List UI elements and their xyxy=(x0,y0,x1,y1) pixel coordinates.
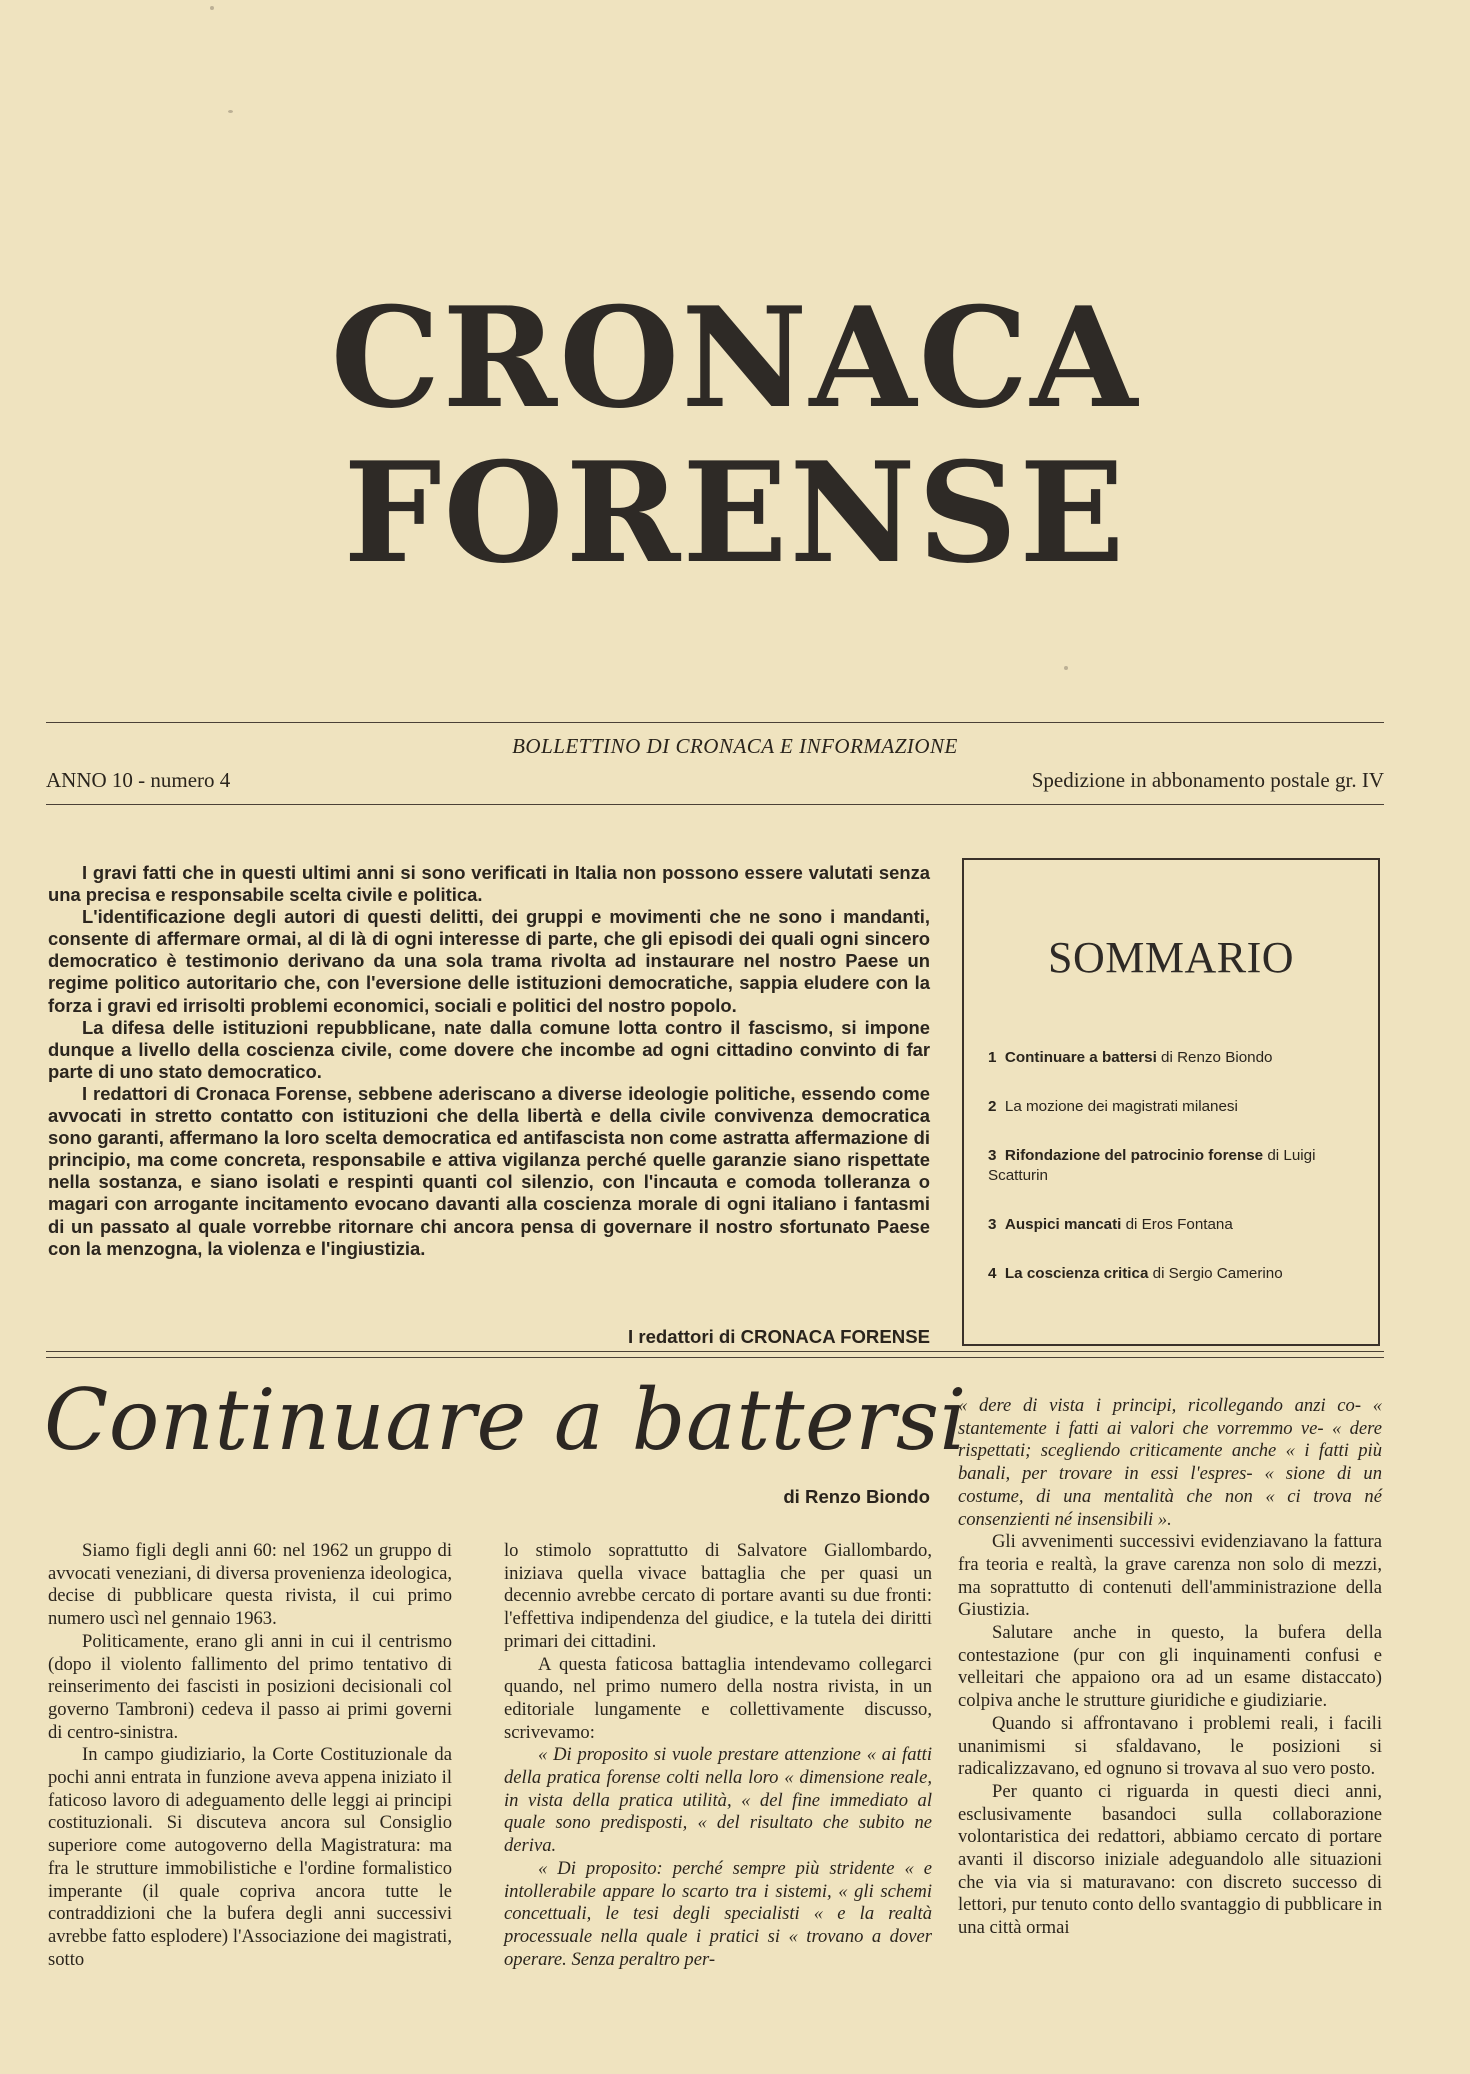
intro-paragraph: I gravi fatti che in questi ultimi anni si sono verificati in Italia non possono essere valutati senza una precisa e responsabile scelta civile e politica. xyxy=(48,862,930,906)
article-quote: « dere di vista i principi, ricollegando anzi co- « stantemente i fatti ai valori che vorremmo ve- « dere rispettati; scegliendo criticamente anche « i fatti più banali, per trovare in essi l'espres- « sione di un costume, di una mentalità che non « ci trova né consenzienti né insensibili ». xyxy=(958,1395,1382,1530)
section-rule-top xyxy=(46,1351,1384,1352)
table-of-contents xyxy=(962,858,1380,1346)
masthead-line-1: CRONACA xyxy=(330,276,1140,439)
subtitle: BOLLETTINO DI CRONACA E INFORMAZIONE xyxy=(512,734,958,758)
section-rule-bottom xyxy=(46,1357,1384,1358)
postal-note: Spedizione in abbonamento postale gr. IV xyxy=(1031,768,1384,792)
article-paragraph: Gli avvenimenti successivi evidenziavano la fattura fra teoria e realtà, la grave carenza non solo di mezzi, ma soprattutto di contenuti dell'amministrazione della Giustizia. xyxy=(958,1531,1382,1621)
toc-item-title: Continuare a battersi xyxy=(1004,1049,1157,1066)
article-paragraph: Quando si affrontavano i problemi reali, i facili unanimismi si sfaldavano, le posizioni si radicalizzavano, ed ognuno si trovava al suo vero posto. xyxy=(958,1712,1382,1780)
article-paragraph: Siamo figli degli anni 60: nel 1962 un gruppo di avvocati veneziani, di diversa provenienza ideologica, decise di pubblicare questa rivista, il cui primo numero uscì nel gennaio 1963. xyxy=(48,1540,452,1630)
article-paragraph: Politicamente, erano gli anni in cui il centrismo (dopo il violento fallimento del primo tentativo di reinserimento dei fascisti in posizioni decisionali col governo Tambroni) cedeva il passo ai primi governi di centro-sinistra. xyxy=(48,1630,452,1743)
masthead xyxy=(0,276,1470,594)
toc-item-author: di Eros Fontana xyxy=(1121,1216,1233,1233)
toc-heading: SOMMARIO xyxy=(1047,933,1295,982)
header-rule-bottom xyxy=(46,804,1384,805)
toc-item[interactable]: 4 La coscienza critica di Sergio Camerino xyxy=(988,1265,1283,1282)
intro-paragraph: L'identificazione degli autori di questi delitti, dei gruppi e movimenti che ne sono i mandanti, consente di affermare ormai, al di là di ogni interesse di parte, che gli episodi dei quali ogni sincero democratico è testimonio derivano da una sola trama rivolta ad instaurare nel nostro Paese un regime politico autoritario che, con l'eversione delle istituzioni democratiche, sappia eludere con la forza i gravi ed irrisolti problemi economici, sociali e politici del nostro popolo. xyxy=(48,906,930,1016)
toc-item-title: La coscienza critica xyxy=(1004,1265,1149,1282)
toc-item-title: La mozione dei magistrati milanesi xyxy=(1004,1098,1238,1115)
toc-item-author: di Luigi Scatturin xyxy=(988,1147,1316,1184)
intro-paragraph: I redattori di Cronaca Forense, sebbene aderiscano a diverse ideologie politiche, essendo come avvocati in stretto contatto con istituzioni che della libertà e della civile convivenza democratica sono garanti, affermano la loro scelta democratica ed antifascista non come astratta affermazione di principio, ma come concreta, responsabile e attiva vigilanza perché quelle garanzie siano rispettate nella sostanza, e siano isolati e respinti quanti col silenzio, con l'incauta e comoda tolleranza o magari con arrogante incitamento evocano davanti alla coscienza morale di ogni italiano i fantasmi di un passato al quale vorrebbe ritornare chi ancora pensa di governare il nostro sfortunato Paese con la menzogna, la violenza e l'ingiustizia. xyxy=(48,1082,930,1259)
toc-item-title: Rifondazione del patrocinio forense xyxy=(1004,1147,1264,1164)
issue-number: ANNO 10 - numero 4 xyxy=(46,768,231,792)
toc-list xyxy=(988,1048,1364,1313)
article-title: Continuare a battersi xyxy=(44,1371,967,1469)
article-paragraph: A questa faticosa battaglia intendevamo collegarci quando, nel primo numero della nostra rivista, in un editoriale lungamente e collettivamente discusso, scrivevamo: xyxy=(504,1653,932,1743)
article-column-3 xyxy=(958,1395,1382,1940)
toc-item[interactable]: 3 Auspici mancati di Eros Fontana xyxy=(988,1216,1233,1233)
masthead-line-2: FORENSE xyxy=(343,431,1127,594)
article-quote: « Di proposito: perché sempre più stridente « e intollerabile appare lo scarto tra i sistemi, « gli schemi concettuali, le tesi degli specialisti « e la realtà processuale nella quale i pratici si « trovano a dover operare. Senza peraltro per- xyxy=(504,1857,932,1970)
intro-statement xyxy=(48,862,930,1260)
paper-speck xyxy=(228,110,233,113)
toc-item[interactable]: 3 Rifondazione del patrocinio forense di Luigi Scatturin xyxy=(988,1147,1316,1184)
toc-item-author: di Sergio Camerino xyxy=(1148,1265,1283,1282)
paper-speck xyxy=(210,6,214,10)
article-byline: di Renzo Biondo xyxy=(783,1486,930,1507)
toc-item[interactable]: 1 Continuare a battersi di Renzo Biondo xyxy=(988,1049,1273,1066)
article-column-1 xyxy=(48,1540,452,1971)
header-rule-top xyxy=(46,722,1384,723)
paper-speck xyxy=(1064,666,1068,670)
intro-paragraph: La difesa delle istituzioni repubblicane, nate dalla comune lotta contro il fascismo, si impone dunque a livello della coscienza civile, come dovere che incombe ad ogni cittadino convinto di far parte di uno stato democratico. xyxy=(48,1016,930,1082)
article-paragraph: In campo giudiziario, la Corte Costituzionale da pochi anni entrata in funzione aveva appena iniziato il faticoso lavoro di adeguamento delle leggi ai principi costituzionali. Si discuteva ancora sul Consiglio superiore come autogoverno della Magistratura: ma fra le strutture immobilistiche e l'ordine formalistico imperante (il quale copriva ancora tutte le contraddizioni che la bufera degli anni successivi avrebbe fatto esplodere) l'Associazione dei magistrati, sotto xyxy=(48,1744,452,1970)
article-paragraph: lo stimolo soprattutto di Salvatore Giallombardo, iniziava quella vivace battaglia che per quasi un decennio avrebbe cercato di portare avanti su due fronti: l'effettiva indipendenza del giudice, e la tutela dei diritti primari dei cittadini. xyxy=(504,1540,932,1652)
article-quote: « Di proposito si vuole prestare attenzione « ai fatti della pratica forense colti nella loro « dimensione reale, in vista della pratica utilità, « del fine immediato al quale sono predisposti, « del risultato che subito ne deriva. xyxy=(504,1744,932,1857)
article-column-2 xyxy=(504,1540,932,1971)
article-paragraph: Per quanto ci riguarda in questi dieci anni, esclusivamente basandoci sulla collaborazione volontaristica dei redattori, abbiamo cercato di portare avanti il discorso iniziale adeguandolo alle situazioni che via via si maturavano: con discreto successo di lettori, pur tenuto conto dello svantaggio di pubblicare in una città ormai xyxy=(958,1780,1382,1939)
toc-item[interactable]: 2 La mozione dei magistrati milanesi xyxy=(988,1098,1238,1115)
toc-item-author: di Renzo Biondo xyxy=(1156,1049,1273,1066)
toc-item-title: Auspici mancati xyxy=(1004,1216,1122,1233)
article-paragraph: Salutare anche in questo, la bufera della contestazione (pur con gli inquinamenti confusi e velleitari che appaiono ora ad un esame distaccato) colpiva anche le strutture giuridiche e giudiziarie. xyxy=(958,1622,1382,1712)
intro-signature: I redattori di CRONACA FORENSE xyxy=(628,1326,930,1347)
